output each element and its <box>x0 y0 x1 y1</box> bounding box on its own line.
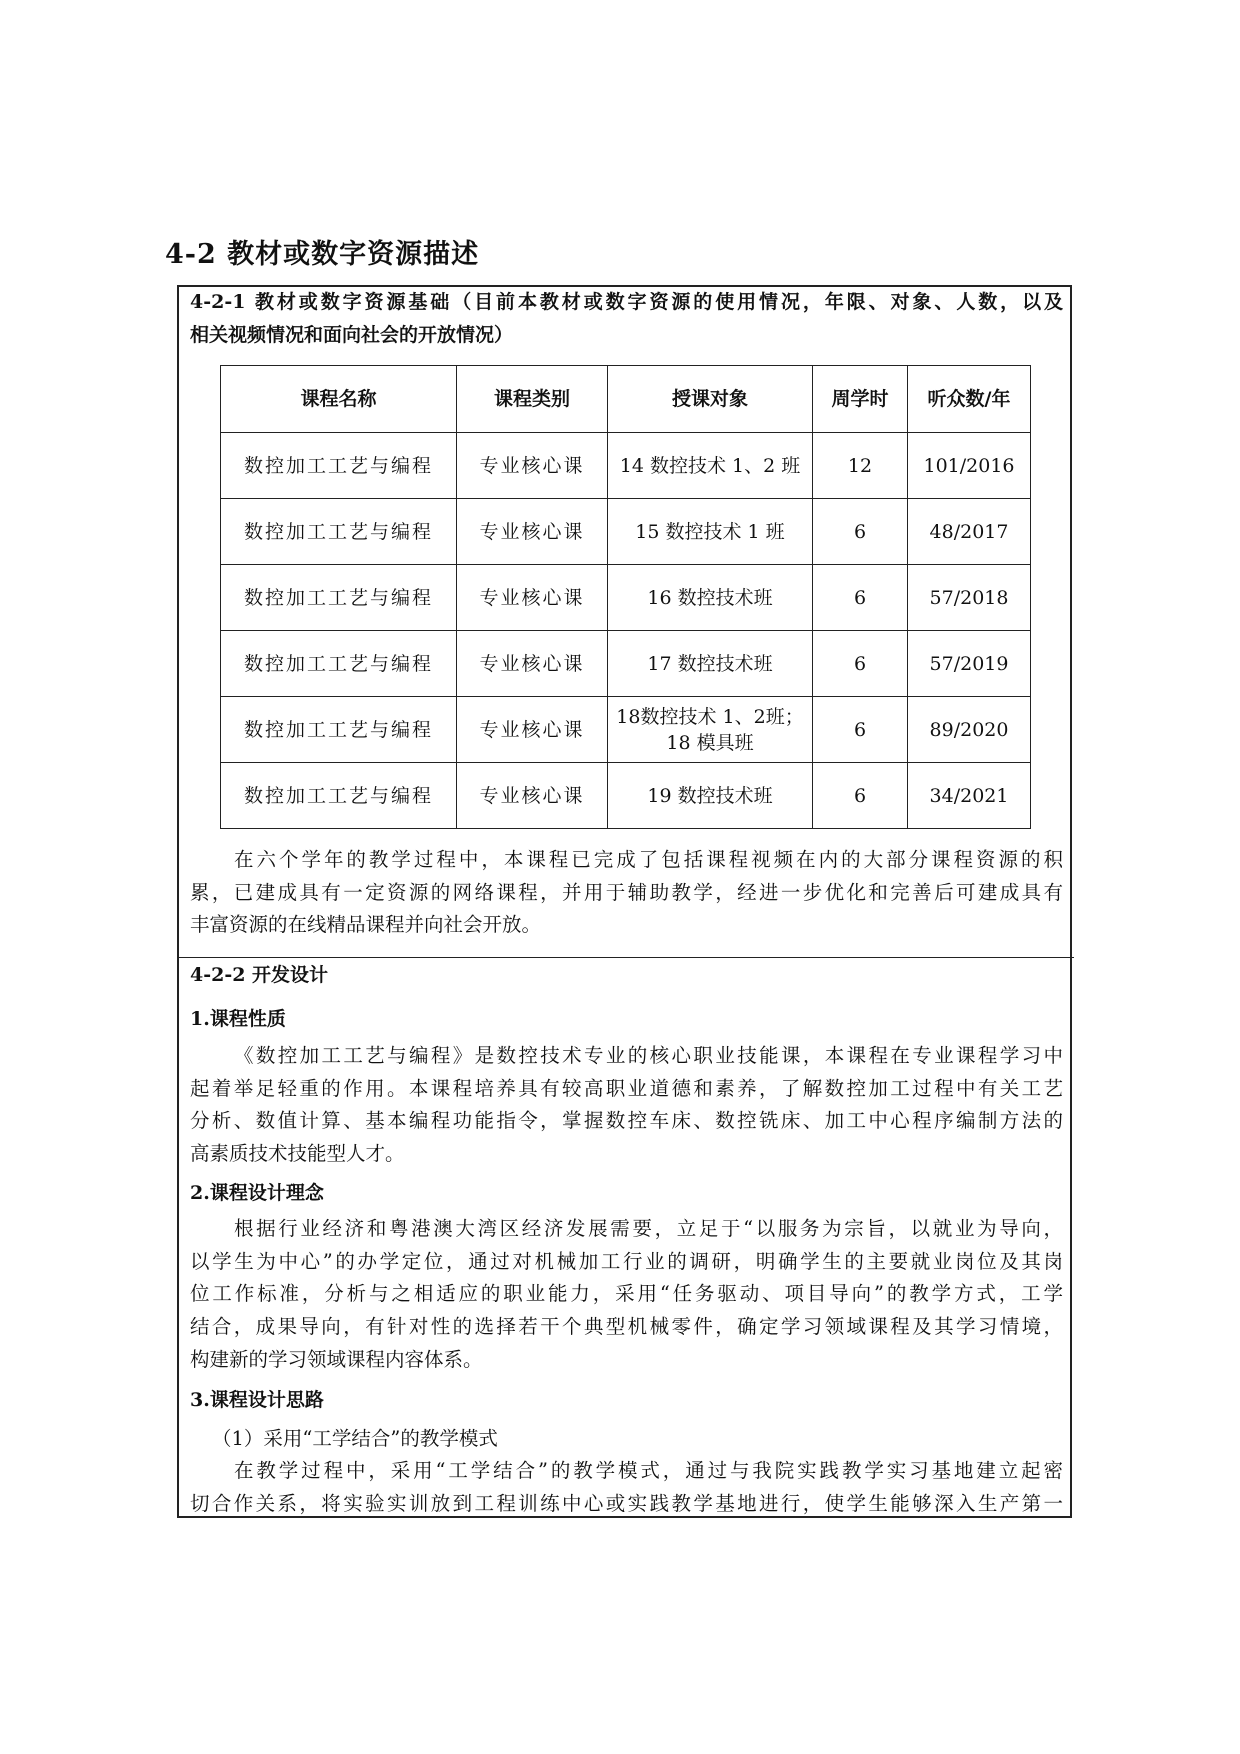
cell-audience: 15 数控技术 1 班 <box>608 499 813 565</box>
course-nature-heading: 1.课程性质 <box>190 1008 286 1030</box>
header-course-name: 课程名称 <box>221 366 457 433</box>
text-line: 以学生为中心”的办学定位，通过对机械加工行业的调研，明确学生的主要就业岗位及其岗 <box>190 1249 1063 1273</box>
text-line: 起着举足轻重的作用。本课程培养具有较高职业道德和素养，了解数控加工过程中有关工艺 <box>190 1076 1063 1100</box>
cell-course-type: 专业核心课 <box>457 433 608 499</box>
text-line: 构建新的学习领域课程内容体系。 <box>190 1347 483 1371</box>
cell-course-name: 数控加工工艺与编程 <box>221 433 457 499</box>
table-row <box>221 433 1031 499</box>
text-line: 在教学过程中，采用“工学结合”的教学模式，通过与我院实践教学实习基地建立起密 <box>234 1459 1063 1482</box>
cell-weekly-hours: 6 <box>813 499 908 565</box>
section-divider <box>177 957 1074 958</box>
text-line: 高素质技术技能型人才。 <box>190 1142 405 1166</box>
text-line: 根据行业经济和粤港澳大湾区经济发展需要，立足于“以服务为宗旨，以就业为导向， <box>234 1217 1063 1240</box>
cell-weekly-hours: 6 <box>813 763 908 829</box>
header-audience: 授课对象 <box>608 366 813 433</box>
text-line: 在六个学年的教学过程中，本课程已完成了包括课程视频在内的大部分课程资源的积 <box>234 848 1063 871</box>
cell-course-type: 专业核心课 <box>457 565 608 631</box>
section-4-2-1-heading <box>190 286 1063 351</box>
cell-course-type: 专业核心课 <box>457 697 608 763</box>
cell-listeners-year: 34/2021 <box>908 763 1031 829</box>
approach-subheading: （1）采用“工学结合”的教学模式 <box>212 1427 498 1450</box>
cell-audience: 16 数控技术班 <box>608 565 813 631</box>
design-concept-paragraph <box>190 1213 1063 1376</box>
design-concept-heading: 2.课程设计理念 <box>190 1182 324 1204</box>
table-row <box>221 565 1031 631</box>
cell-listeners-year: 101/2016 <box>908 433 1031 499</box>
cell-course-name: 数控加工工艺与编程 <box>221 565 457 631</box>
text-line: 4-2-1 教材或数字资源基础（目前本教材或数字资源的使用情况，年限、对象、人数，以及 <box>190 291 1063 313</box>
cell-weekly-hours: 12 <box>813 433 908 499</box>
cell-course-name: 数控加工工艺与编程 <box>221 697 457 763</box>
course-nature-paragraph <box>190 1040 1063 1171</box>
section-4-2-2-heading: 4-2-2 开发设计 <box>190 964 329 986</box>
table-row <box>221 631 1031 697</box>
cell-weekly-hours: 6 <box>813 697 908 763</box>
cell-weekly-hours: 6 <box>813 565 908 631</box>
text-line: 切合作关系，将实验实训放到工程训练中心或实践教学基地进行，使学生能够深入生产第一 <box>190 1491 1063 1515</box>
table-row <box>221 697 1031 763</box>
header-listeners-year: 听众数/年 <box>908 366 1031 433</box>
text-line: 丰富资源的在线精品课程并向社会开放。 <box>190 913 542 937</box>
text-line: 结合，成果导向，有针对性的选择若干个典型机械零件，确定学习领域课程及其学习情境， <box>190 1315 1063 1339</box>
text-line: 《数控加工工艺与编程》是数控技术专业的核心职业技能课，本课程在专业课程学习中 <box>234 1044 1063 1067</box>
cell-audience: 17 数控技术班 <box>608 631 813 697</box>
cell-listeners-year: 89/2020 <box>908 697 1031 763</box>
table-row <box>221 763 1031 829</box>
cell-course-name: 数控加工工艺与编程 <box>221 499 457 565</box>
text-line: 分析、数值计算、基本编程功能指令，掌握数控车床、数控铣床、加工中心程序编制方法的 <box>190 1109 1063 1133</box>
section-title: 4-2 教材或数字资源描述 <box>165 239 480 270</box>
table-header-row <box>221 366 1031 433</box>
design-approach-paragraph <box>190 1455 1063 1520</box>
section-4-2-1-paragraph <box>190 844 1063 942</box>
text-line: 相关视频情况和面向社会的开放情况） <box>190 323 514 346</box>
cell-course-name: 数控加工工艺与编程 <box>221 763 457 829</box>
text-line: 累，已建成具有一定资源的网络课程，并用于辅助教学，经进一步优化和完善后可建成具有 <box>190 880 1063 904</box>
cell-listeners-year: 48/2017 <box>908 499 1031 565</box>
cell-audience: 14 数控技术 1、2 班 <box>608 433 813 499</box>
cell-course-type: 专业核心课 <box>457 763 608 829</box>
header-course-type: 课程类别 <box>457 366 608 433</box>
table-row <box>221 499 1031 565</box>
header-weekly-hours: 周学时 <box>813 366 908 433</box>
usage-table <box>220 365 1031 829</box>
cell-course-name: 数控加工工艺与编程 <box>221 631 457 697</box>
cell-audience: 19 数控技术班 <box>608 763 813 829</box>
cell-audience: 18数控技术 1、2班； 18 模具班 <box>608 697 813 763</box>
cell-listeners-year: 57/2019 <box>908 631 1031 697</box>
cell-weekly-hours: 6 <box>813 631 908 697</box>
text-line: 位工作标准，分析与之相适应的职业能力，采用“任务驱动、项目导向”的教学方式，工学 <box>190 1282 1063 1306</box>
cell-listeners-year: 57/2018 <box>908 565 1031 631</box>
cell-course-type: 专业核心课 <box>457 499 608 565</box>
cell-course-type: 专业核心课 <box>457 631 608 697</box>
design-approach-heading: 3.课程设计思路 <box>190 1389 324 1411</box>
